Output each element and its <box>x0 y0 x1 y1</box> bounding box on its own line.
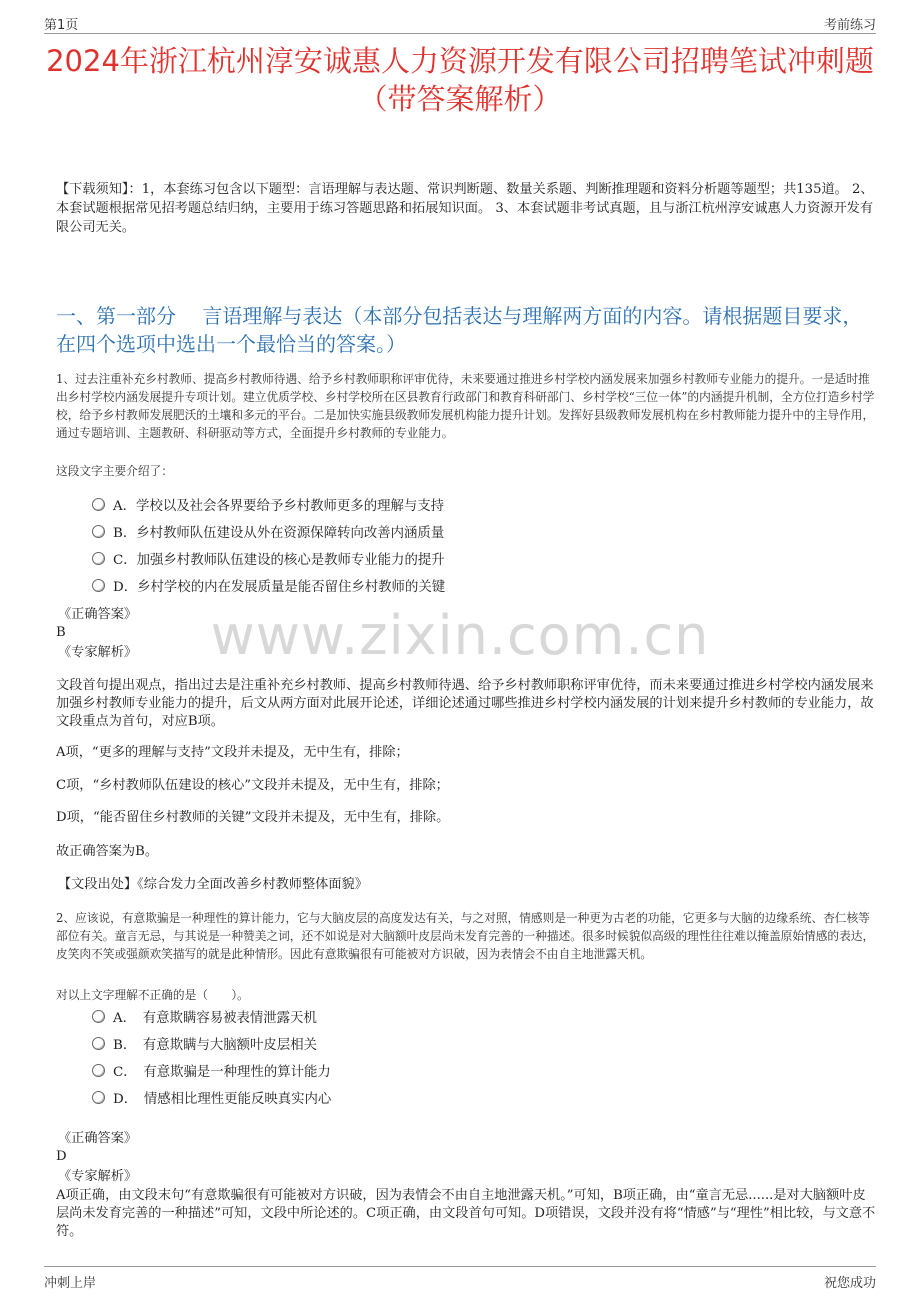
q2-option-d-text: D． 情感相比理性更能反映真实内心 <box>113 1092 332 1107</box>
q1-option-c[interactable] <box>92 545 445 572</box>
q1-conclusion: 故正确答案为B。 <box>56 844 159 859</box>
q1-note-a: A项，“更多的理解与支持”文段并未提及，无中生有，排除； <box>56 745 409 760</box>
watermark: www.zixin.com.cn <box>210 604 710 667</box>
radio-icon[interactable] <box>92 1064 105 1077</box>
radio-icon[interactable] <box>92 1037 105 1050</box>
q2-answer-label: 《正确答案》 <box>58 1131 138 1146</box>
q1-option-c-text: C．加强乡村教师队伍建设的核心是教师专业能力的提升 <box>113 553 445 568</box>
q1-note-d: D项，“能否留住乡村教师的关键”文段并未提及，无中生有，排除。 <box>56 810 450 825</box>
q2-stem: 对以上文字理解不正确的是（ ）。 <box>56 988 249 1002</box>
q1-analysis: 文段首句提出观点，指出过去是注重补充乡村教师、提高乡村教师待遇、给予乡村教师职称评审优待，而未来要通过推进乡村学校内涵发展来加强乡村教师专业能力的提升，后文从两方面对此展开论述，详细论述通过哪些推进乡村学校内涵发展的计划来提升乡村教师的专业能力，故文段重点为首句，对应B项。 <box>56 678 874 729</box>
q2-options <box>92 1003 331 1111</box>
q1-answer: B <box>56 625 66 640</box>
q1-passage: 1、过去注重补充乡村教师、提高乡村教师待遇、给予乡村教师职称评审优待，未来要通过推进乡村学校内涵发展来加强乡村教师专业能力的提升。一是适时推出乡村学校内涵发展提升专项计划。建立优质学校、乡村学校所在区县教育行政部门和教育科研部门、乡村学校“三位一体”的内涵提升机制，全方位打造乡村学校，给予乡村教师发展肥沃的土壤和多元的平台。二是加快实施县级教师发展机构能力提升计划。发挥好县级教师发展机构在乡村教师能力提升中的主导作用，通过专题培训、主题教研、科研驱动等方式，全面提升乡村教师的专业能力。 <box>56 372 875 440</box>
header-page-label: 第1页 <box>44 18 79 33</box>
document-title: 2024年浙江杭州淳安诚惠人力资源开发有限公司招聘笔试冲刺题（带答案解析） <box>46 44 874 116</box>
q2-passage: 2、应该说，有意欺骗是一种理性的算计能力，它与大脑皮层的高度发达有关，与之对照，情感则是一种更为古老的功能，它更多与大脑的边缘系统、杏仁核等部位有关。童言无忌，与其说是一种赞美之词，还不如说是对大脑额叶皮层尚未发育完善的一种描述。很多时候貌似高级的理性往往难以掩盖原始情感的表达，皮笑肉不笑或强颜欢笑描写的就是此种情形。因此有意欺骗很有可能被对方识破，因为表情会不由自主地泄露天机。 <box>56 911 875 961</box>
q1-option-a[interactable] <box>92 491 445 518</box>
q2-option-b-text: B． 有意欺瞒与大脑额叶皮层相关 <box>113 1038 317 1053</box>
q2-option-b[interactable] <box>92 1030 331 1057</box>
radio-icon[interactable] <box>92 579 105 592</box>
footer-left-label: 冲刺上岸 <box>44 1276 97 1291</box>
q2-option-c-text: C． 有意欺骗是一种理性的算计能力 <box>113 1065 331 1080</box>
q2-option-c[interactable] <box>92 1057 331 1084</box>
radio-icon[interactable] <box>92 525 105 538</box>
q1-note-c: C项，“乡村教师队伍建设的核心”文段并未提及，无中生有，排除； <box>56 778 449 793</box>
q2-analysis-label: 《专家解析》 <box>58 1169 138 1184</box>
q1-options <box>92 491 445 599</box>
q1-stem: 这段文字主要介绍了： <box>56 464 173 478</box>
download-notice: 【下载须知】：1，本套练习包含以下题型：言语理解与表达题、常识判断题、数量关系题、判断推理题和资料分析题等题型；共135道。 2、本套试题根据常见招考题总结归纳，主要用于练习答题思路和拓展知识面。 3、本套试题非考试真题，且与浙江杭州淳安诚惠人力资源开发有限公司无关。 <box>56 182 874 235</box>
q2-option-a-text: A． 有意欺瞒容易被表情泄露天机 <box>113 1011 317 1026</box>
header-divider <box>44 33 876 34</box>
footer-right-label: 祝您成功 <box>823 1276 876 1291</box>
q1-option-d-text: D．乡村学校的内在发展质量是能否留住乡村教师的关键 <box>113 580 446 595</box>
section-heading: 一、第一部分 言语理解与表达（本部分包括表达与理解两方面的内容。请根据题目要求，在四个选项中选出一个最恰当的答案。） <box>56 304 863 356</box>
q1-option-d[interactable] <box>92 572 445 599</box>
q1-option-a-text: A．学校以及社会各界要给予乡村教师更多的理解与支持 <box>113 499 445 514</box>
q2-option-d[interactable] <box>92 1084 331 1111</box>
q1-option-b-text: B．乡村教师队伍建设从外在资源保障转向改善内涵质量 <box>113 526 445 541</box>
radio-icon[interactable] <box>92 1091 105 1104</box>
q1-answer-label: 《正确答案》 <box>58 607 138 622</box>
header-right-label: 考前练习 <box>823 18 876 33</box>
q1-source: 【文段出处】《综合发力全面改善乡村教师整体面貌》 <box>58 877 368 892</box>
radio-icon[interactable] <box>92 552 105 565</box>
q2-option-a[interactable] <box>92 1003 331 1030</box>
radio-icon[interactable] <box>92 1010 105 1023</box>
q2-answer: D <box>56 1149 67 1164</box>
q2-analysis: A项正确，由文段末句“有意欺骗很有可能被对方识破，因为表情会不由自主地泄露天机。”可知，B项正确，由“童言无忌......是对大脑额叶皮层尚未发育完善的一种描述”可知，文段中所论述的。C项正确，由文段首句可知。D项错误，文段并没有将“情感”与“理性”相比较，与文意不符。 <box>56 1188 876 1239</box>
q1-analysis-label: 《专家解析》 <box>58 645 138 660</box>
q1-option-b[interactable] <box>92 518 445 545</box>
radio-icon[interactable] <box>92 498 105 511</box>
footer-divider <box>44 1266 876 1267</box>
